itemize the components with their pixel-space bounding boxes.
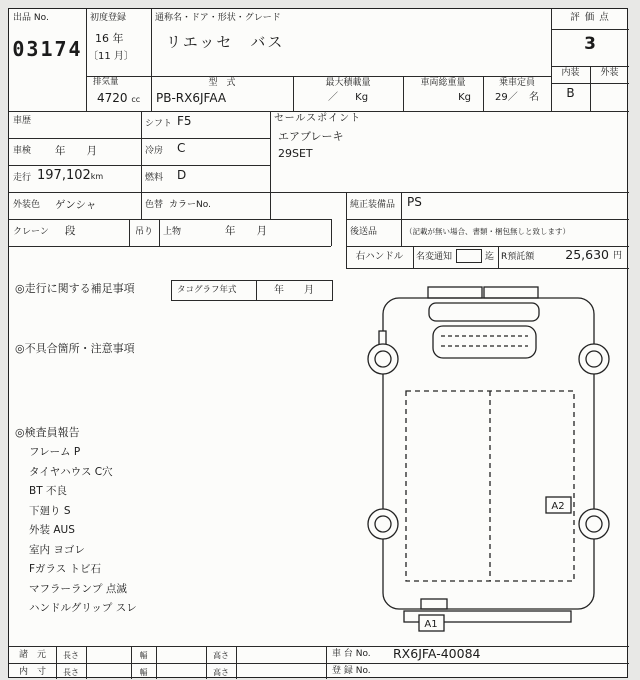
mileage-remarks-header: ◎走行に関する補足事項: [15, 282, 135, 295]
capacity-label: 乗車定員: [498, 78, 535, 88]
wheels: [368, 344, 609, 539]
tachograph-box: [171, 280, 333, 301]
chassis-number-label: 車 台 No.: [332, 649, 371, 659]
inspector-item: タイヤハウス C穴: [29, 466, 113, 478]
grid-line: [551, 29, 629, 30]
defects-header: ◎不具合箇所・注意事項: [15, 342, 135, 355]
grade-value: 3: [584, 34, 596, 54]
grid-line: [159, 219, 160, 246]
recycle-deposit-label: R預託額: [501, 252, 535, 262]
grid-line: [9, 138, 271, 139]
rear-step: [421, 599, 447, 609]
model-code-label: 型 式: [208, 78, 236, 88]
vehicle-name: リエッセ バス: [166, 33, 285, 51]
inspector-report-header: ◎検査員報告: [15, 426, 80, 439]
grid-line: [9, 192, 629, 193]
dimensions-label: 諸 元: [18, 650, 46, 660]
exterior-grade-label: 外装: [600, 68, 619, 78]
grid-line: [151, 9, 152, 111]
inspector-item: BT 不良: [29, 485, 67, 497]
capacity-value: 29／ 名: [495, 92, 539, 103]
vehicle-name-header: 通称名・ドア・形状・グレード: [155, 13, 281, 23]
grid-line: [236, 646, 237, 679]
grid-line: [156, 646, 157, 679]
registration-number-label: 登 録 No.: [332, 666, 371, 676]
first-registration-year: 16 年: [95, 32, 124, 45]
grid-line: [9, 165, 271, 166]
color-no-label: カラーNo.: [169, 200, 211, 210]
shift-value: F5: [177, 114, 192, 128]
inspector-item: 室内 ヨゴレ: [29, 544, 85, 556]
fuel-label: 燃料: [145, 173, 164, 183]
grid-line: [498, 246, 499, 268]
mileage-label: 走行: [13, 173, 32, 183]
oem-equipment-label: 純正装備品: [350, 200, 396, 210]
steering-position: 右ハンドル: [355, 251, 404, 262]
mileage-value: 197,102km: [37, 168, 104, 183]
defect-mark-a1: A1: [424, 619, 438, 630]
upper-body-label: 上物: [163, 227, 182, 237]
history-label: 車歴: [13, 116, 32, 126]
inspector-item: マフラーランプ 点滅: [29, 583, 127, 595]
interior-grade-label: 内装: [561, 68, 580, 78]
inspector-item: フレーム P: [29, 446, 81, 458]
grid-line: [346, 268, 629, 269]
later-items-note: （記載が無い場合、書類・梱包無しと致します）: [405, 227, 570, 236]
oem-equipment-value: PS: [407, 195, 422, 209]
name-change-box: [456, 249, 482, 263]
inspector-item: 下廻り S: [29, 505, 71, 517]
max-load-value: ／ Kg: [327, 92, 369, 103]
lot-number-label: 出品 No.: [13, 13, 49, 23]
inspection-value: 年 月: [55, 145, 97, 157]
grid-line: [270, 111, 271, 219]
tachograph-label: タコグラフ年式: [177, 285, 237, 295]
aircon-label: 冷房: [145, 146, 164, 156]
model-code-value: PB-RX6JFAA: [156, 91, 227, 105]
displacement-value: 4720 cc: [97, 91, 141, 105]
grid-line: [86, 76, 551, 77]
grid-line: [9, 663, 629, 664]
body-color-value: ゲンシャ: [55, 199, 97, 211]
name-change-label: 名変通知: [416, 252, 453, 262]
lot-number: 03174: [12, 37, 83, 61]
grid-line: [331, 219, 332, 246]
grid-line: [326, 646, 327, 679]
inspector-item: 外装 AUS: [29, 524, 75, 536]
auction-sheet: [8, 8, 628, 678]
inner-dimensions-label: 内 寸: [18, 667, 46, 677]
until-label: 迄: [485, 252, 495, 262]
inspector-item: Fガラス トビ石: [29, 563, 102, 575]
width-label: 幅: [139, 651, 148, 660]
length-label: 長さ: [63, 651, 79, 660]
height-label-2: 高さ: [213, 668, 229, 677]
defect-mark-a2: A2: [551, 501, 565, 512]
length-label-2: 長さ: [63, 668, 79, 677]
front-panel-right: [484, 287, 538, 298]
grid-line: [346, 219, 629, 220]
grid-line: [9, 246, 331, 247]
front-interior: [433, 326, 536, 358]
width-label-2: 幅: [139, 668, 148, 677]
vehicle-top-view-diagram: [349, 275, 625, 641]
fuel-value: D: [177, 168, 187, 182]
body-color-label: 外装色: [13, 200, 41, 210]
sales-point-header: セールスポイント: [274, 113, 362, 124]
max-load-label: 最大積載量: [325, 78, 371, 88]
grid-line: [9, 219, 331, 220]
grid-line: [86, 9, 87, 111]
aircon-value: C: [177, 141, 186, 155]
first-registration-label: 初度登録: [90, 13, 127, 23]
height-label: 高さ: [213, 651, 229, 660]
upper-body-value: 年 月: [225, 225, 267, 237]
recycle-deposit-value: 25,630: [565, 247, 609, 262]
gross-weight-label: 車両総重量: [420, 78, 466, 88]
displacement-label: 排気量: [93, 77, 119, 87]
first-registration-month: 〔11 月〕: [88, 51, 134, 62]
crane-hoist-label: 吊り: [134, 227, 153, 237]
repaint-label: 色替: [145, 200, 164, 210]
interior-grade-value: B: [566, 86, 575, 100]
bus-body-outline: [383, 298, 594, 609]
grid-line: [86, 646, 87, 679]
sales-point-line2: 29SET: [278, 147, 313, 160]
shift-label: シフト: [145, 119, 173, 129]
tachograph-value: 年 月: [274, 285, 314, 296]
crane-stage-value: 段: [65, 225, 76, 237]
grid-line: [9, 111, 629, 112]
grid-line: [401, 192, 402, 246]
crane-label: クレーン: [13, 227, 49, 237]
gross-weight-unit: Kg: [458, 92, 471, 103]
yen-label: 円: [613, 251, 623, 261]
later-items-label: 後送品: [350, 227, 378, 237]
grid-line: [413, 246, 414, 268]
grid-line: [9, 646, 629, 647]
chassis-number-value: RX6JFA-40084: [393, 646, 481, 661]
grid-line: [141, 111, 142, 219]
front-panel-left: [428, 287, 482, 298]
grade-label: 評 価 点: [570, 12, 610, 23]
windshield: [429, 303, 539, 321]
sales-point-line1: エアブレーキ: [278, 130, 344, 143]
inspection-label: 車検: [13, 146, 32, 156]
inspector-item: ハンドルグリップ スレ: [29, 602, 137, 614]
